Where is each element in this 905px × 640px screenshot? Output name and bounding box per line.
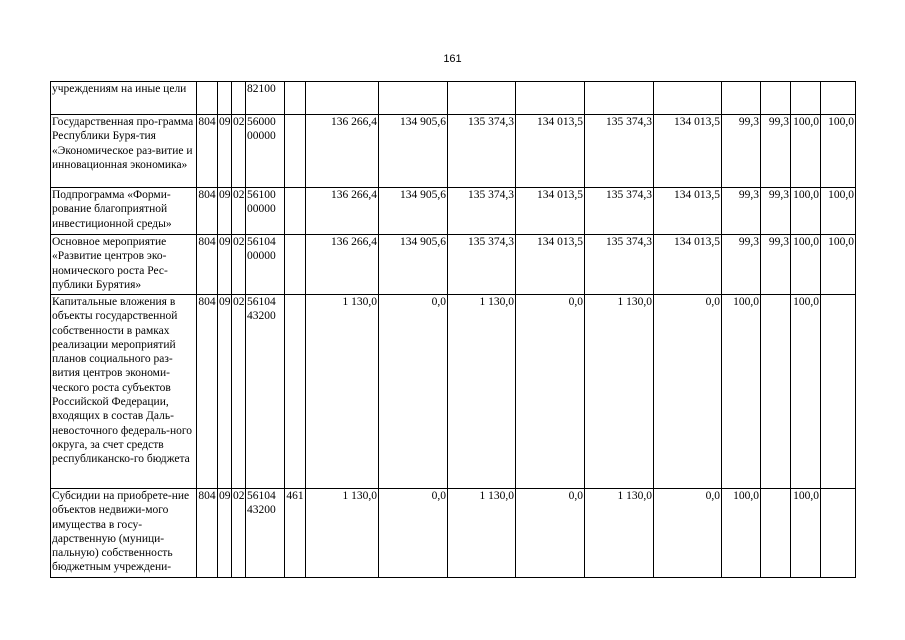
percent-cell: 99,3 xyxy=(761,115,791,188)
value-cell: 1 130,0 xyxy=(448,295,516,489)
table-row xyxy=(51,188,856,235)
ved-code: 804 xyxy=(197,295,218,489)
target-article-code: 56100 00000 xyxy=(246,188,285,235)
value-cell: 134 905,6 xyxy=(379,115,448,188)
expense-type-code xyxy=(285,295,306,489)
table-row xyxy=(51,115,856,188)
ved-code xyxy=(197,82,218,115)
percent-cell: 100,0 xyxy=(821,115,856,188)
percent-cell: 100,0 xyxy=(821,235,856,295)
subsection-code: 02 xyxy=(232,115,246,188)
percent-cell xyxy=(722,82,761,115)
value-cell: 135 374,3 xyxy=(448,115,516,188)
value-cell: 134 013,5 xyxy=(654,235,722,295)
percent-cell: 100,0 xyxy=(791,295,821,489)
table-row xyxy=(51,489,856,578)
value-cell: 135 374,3 xyxy=(448,235,516,295)
row-name: Основное мероприятие «Развитие центров эко-номического роста Рес-публики Бурятия» xyxy=(51,235,197,295)
percent-cell: 100,0 xyxy=(791,235,821,295)
ved-code: 804 xyxy=(197,235,218,295)
target-article-code: 56104 43200 xyxy=(246,489,285,578)
target-article-code: 56000 00000 xyxy=(246,115,285,188)
value-cell: 1 130,0 xyxy=(585,295,654,489)
value-cell: 0,0 xyxy=(516,489,585,578)
value-cell xyxy=(379,82,448,115)
percent-cell: 100,0 xyxy=(791,115,821,188)
value-cell: 134 013,5 xyxy=(516,115,585,188)
table-row xyxy=(51,235,856,295)
section-code xyxy=(218,82,232,115)
percent-cell: 99,3 xyxy=(722,115,761,188)
value-cell: 1 130,0 xyxy=(306,295,379,489)
value-cell xyxy=(585,82,654,115)
percent-cell xyxy=(821,295,856,489)
ved-code: 804 xyxy=(197,489,218,578)
section-code: 09 xyxy=(218,115,232,188)
table-row xyxy=(51,82,856,115)
percent-cell xyxy=(821,82,856,115)
value-cell xyxy=(516,82,585,115)
section-code: 09 xyxy=(218,295,232,489)
percent-cell: 100,0 xyxy=(722,489,761,578)
percent-cell xyxy=(791,82,821,115)
value-cell xyxy=(448,82,516,115)
percent-cell xyxy=(761,489,791,578)
row-name: Государственная про-грамма Республики Буря-тия «Экономическое раз-витие и инновационная экономика» xyxy=(51,115,197,188)
budget-table xyxy=(50,81,856,578)
subsection-code: 02 xyxy=(232,188,246,235)
value-cell: 134 013,5 xyxy=(516,235,585,295)
value-cell: 135 374,3 xyxy=(448,188,516,235)
value-cell xyxy=(306,82,379,115)
expense-type-code xyxy=(285,235,306,295)
section-code: 09 xyxy=(218,489,232,578)
section-code: 09 xyxy=(218,188,232,235)
value-cell: 1 130,0 xyxy=(585,489,654,578)
row-name: Подпрограмма «Форми-рование благоприятной инвестиционной среды» xyxy=(51,188,197,235)
value-cell: 0,0 xyxy=(516,295,585,489)
value-cell xyxy=(654,82,722,115)
value-cell: 134 013,5 xyxy=(654,115,722,188)
value-cell: 1 130,0 xyxy=(448,489,516,578)
percent-cell: 99,3 xyxy=(722,188,761,235)
value-cell: 1 130,0 xyxy=(306,489,379,578)
value-cell: 0,0 xyxy=(379,489,448,578)
percent-cell: 100,0 xyxy=(791,489,821,578)
ved-code: 804 xyxy=(197,115,218,188)
section-code: 09 xyxy=(218,235,232,295)
value-cell: 134 905,6 xyxy=(379,235,448,295)
target-article-code: 56104 43200 xyxy=(246,295,285,489)
value-cell: 134 013,5 xyxy=(654,188,722,235)
expense-type-code: 461 xyxy=(285,489,306,578)
expense-type-code xyxy=(285,188,306,235)
table-row xyxy=(51,295,856,489)
percent-cell xyxy=(761,82,791,115)
expense-type-code xyxy=(285,82,306,115)
value-cell: 0,0 xyxy=(379,295,448,489)
percent-cell: 100,0 xyxy=(722,295,761,489)
value-cell: 0,0 xyxy=(654,295,722,489)
value-cell: 135 374,3 xyxy=(585,115,654,188)
value-cell: 136 266,4 xyxy=(306,188,379,235)
value-cell: 134 013,5 xyxy=(516,188,585,235)
subsection-code: 02 xyxy=(232,235,246,295)
ved-code: 804 xyxy=(197,188,218,235)
value-cell: 135 374,3 xyxy=(585,235,654,295)
subsection-code xyxy=(232,82,246,115)
row-name: Капитальные вложения в объекты государственной собственности в рамках реализации мероприятий планов социального раз-вития центров экономи-ческого роста субъектов Российской Федерации, входящих в состав Даль-невосточного федераль-ного округа, за счет средств республиканско-го бюджета xyxy=(51,295,197,489)
percent-cell: 99,3 xyxy=(761,235,791,295)
percent-cell xyxy=(761,295,791,489)
value-cell: 0,0 xyxy=(654,489,722,578)
expense-type-code xyxy=(285,115,306,188)
percent-cell: 100,0 xyxy=(821,188,856,235)
subsection-code: 02 xyxy=(232,295,246,489)
target-article-code: 82100 xyxy=(246,82,285,115)
percent-cell: 99,3 xyxy=(761,188,791,235)
page-number: 161 xyxy=(443,53,462,65)
percent-cell: 100,0 xyxy=(791,188,821,235)
value-cell: 136 266,4 xyxy=(306,115,379,188)
value-cell: 136 266,4 xyxy=(306,235,379,295)
value-cell: 135 374,3 xyxy=(585,188,654,235)
row-name: Субсидии на приобрете-ние объектов недвижи-мого имущества в госу-дарственную (муници-пальную) собственность бюджетным учреждени- xyxy=(51,489,197,578)
percent-cell xyxy=(821,489,856,578)
row-name: учреждениям на иные цели xyxy=(51,82,197,115)
target-article-code: 56104 00000 xyxy=(246,235,285,295)
subsection-code: 02 xyxy=(232,489,246,578)
value-cell: 134 905,6 xyxy=(379,188,448,235)
percent-cell: 99,3 xyxy=(722,235,761,295)
